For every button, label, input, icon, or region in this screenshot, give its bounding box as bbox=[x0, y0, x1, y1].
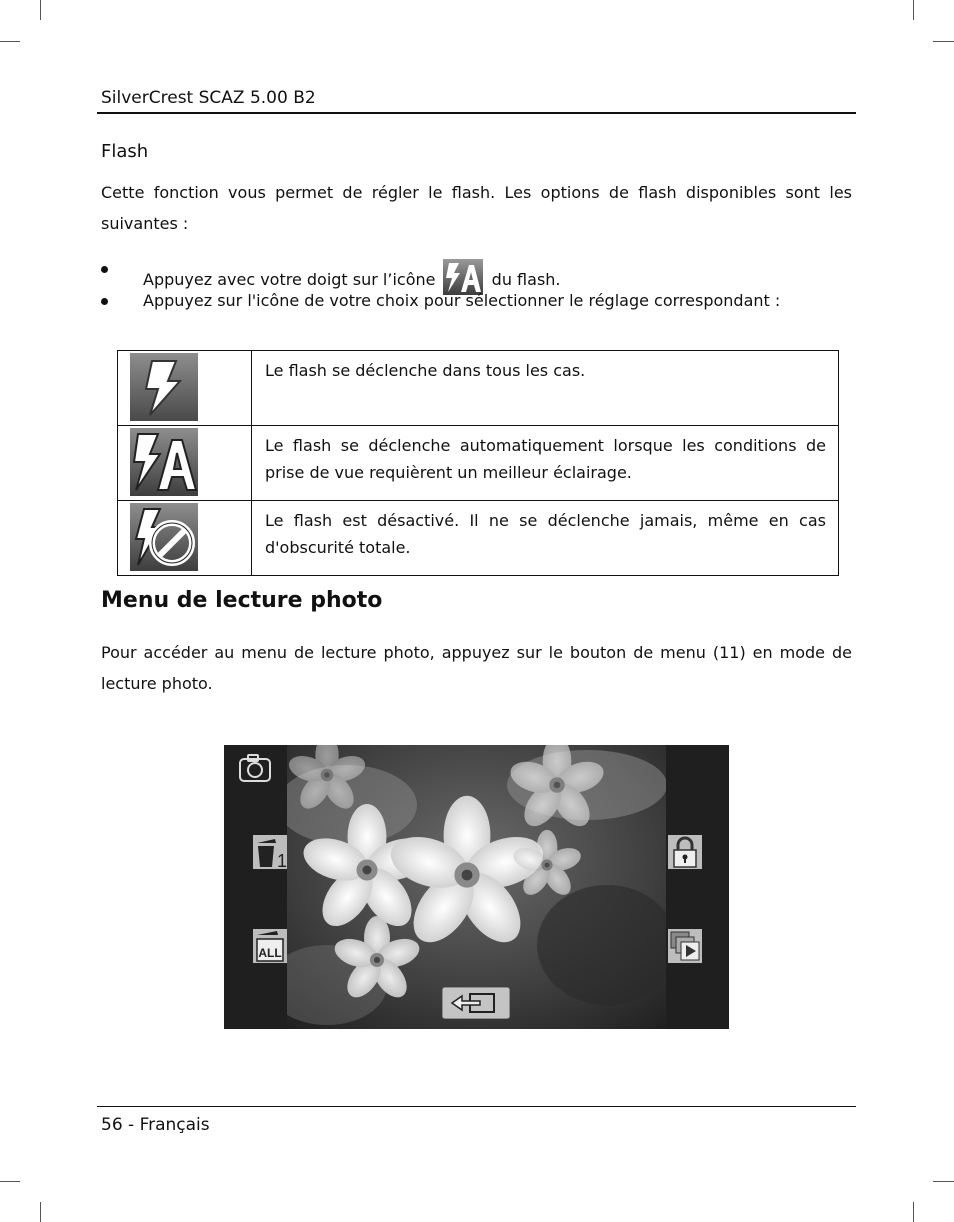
icon-cell bbox=[118, 426, 252, 501]
flash-options-table bbox=[117, 350, 839, 576]
crop-mark bbox=[40, 0, 41, 20]
icon-cell bbox=[118, 501, 252, 576]
flash-heading: Flash bbox=[101, 141, 149, 162]
crop-mark bbox=[0, 1181, 20, 1182]
delete-one-icon[interactable] bbox=[253, 835, 287, 869]
slideshow-icon[interactable] bbox=[668, 929, 702, 963]
option-description: Le flash se déclenche dans tous les cas. bbox=[252, 351, 839, 426]
return-icon[interactable] bbox=[442, 987, 510, 1019]
option-description: Le flash se déclenche automatiquement lorsque les conditions de prise de vue requièrent un meilleur éclairage. bbox=[252, 426, 839, 501]
bullet-text: Appuyez sur l'icône de votre choix pour sélectionner le réglage correspondant : bbox=[143, 291, 781, 310]
table-row bbox=[118, 351, 839, 426]
bullet-text-after: du flash. bbox=[491, 270, 561, 289]
crop-mark bbox=[913, 1202, 914, 1222]
playback-screen bbox=[224, 745, 729, 1029]
section-title: Menu de lecture photo bbox=[101, 588, 383, 613]
table-row bbox=[118, 501, 839, 576]
crop-mark bbox=[913, 0, 914, 20]
flash-auto-icon bbox=[130, 428, 198, 496]
bullet-dot bbox=[101, 298, 108, 305]
header-rule bbox=[97, 112, 856, 114]
icon-cell bbox=[118, 351, 252, 426]
flash-intro: Cette fonction vous permet de régler le flash. Les options de flash disponibles sont les suivantes : bbox=[101, 183, 852, 233]
svg-text:ALL: ALL bbox=[258, 946, 282, 960]
bullet-text-before: Appuyez avec votre doigt sur l’icône bbox=[143, 270, 436, 289]
svg-text:1: 1 bbox=[276, 851, 287, 869]
bullet-dot bbox=[101, 266, 108, 273]
flash-off-icon bbox=[130, 503, 198, 571]
camera-mode-icon[interactable] bbox=[238, 751, 272, 785]
page-number: 56 - Français bbox=[101, 1115, 210, 1135]
footer-rule bbox=[97, 1106, 856, 1107]
crop-mark bbox=[0, 41, 20, 42]
playback-intro: Pour accéder au menu de lecture photo, appuyez sur le bouton de menu (11) en mode de lecture photo. bbox=[101, 643, 852, 693]
flash-on-icon bbox=[130, 353, 198, 421]
crop-mark bbox=[40, 1202, 41, 1222]
document-header: SilverCrest SCAZ 5.00 B2 bbox=[101, 88, 316, 108]
protect-lock-icon[interactable] bbox=[668, 835, 702, 869]
delete-all-icon[interactable] bbox=[253, 929, 287, 963]
flash-auto-icon bbox=[443, 259, 483, 295]
option-description: Le flash est désactivé. Il ne se déclenche jamais, même en cas d'obscurité totale. bbox=[252, 501, 839, 576]
table-row bbox=[118, 426, 839, 501]
crop-mark bbox=[933, 41, 954, 42]
right-toolbar bbox=[666, 745, 729, 1029]
crop-mark bbox=[933, 1181, 954, 1182]
left-toolbar bbox=[224, 745, 287, 1029]
